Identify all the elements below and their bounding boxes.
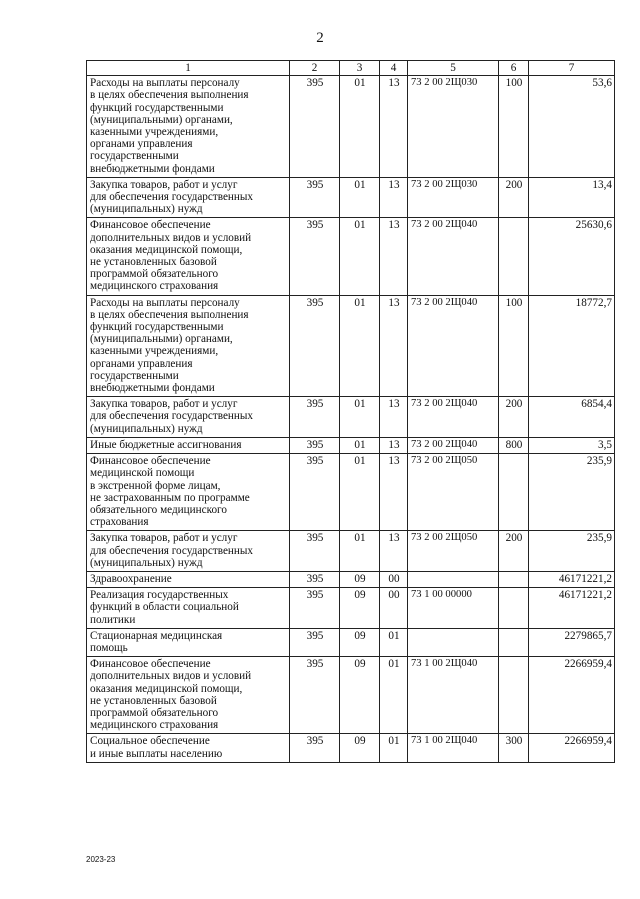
cell-name: Иные бюджетные ассигнования: [87, 437, 290, 453]
cell-expense-type: [499, 218, 529, 295]
table-header-row: [87, 61, 615, 76]
cell-section: 01: [340, 177, 380, 218]
cell-amount: 46171221,2: [529, 588, 615, 629]
table-row: [87, 588, 615, 629]
cell-amount: 3,5: [529, 437, 615, 453]
cell-ministry-code: 395: [290, 437, 340, 453]
cell-name: Здравоохранение: [87, 571, 290, 587]
cell-subsection: 00: [380, 588, 408, 629]
cell-subsection: 13: [380, 397, 408, 438]
table-body: [87, 76, 615, 763]
cell-name: Стационарная медицинская помощь: [87, 628, 290, 656]
cell-amount: 13,4: [529, 177, 615, 218]
cell-expense-type: 800: [499, 437, 529, 453]
cell-subsection: 01: [380, 657, 408, 734]
cell-expense-type: [499, 657, 529, 734]
cell-section: 01: [340, 437, 380, 453]
cell-ministry-code: 395: [290, 571, 340, 587]
cell-name: Социальное обеспечение и иные выплаты населению: [87, 734, 290, 762]
cell-name: Расходы на выплаты персоналу в целях обеспечения выполнения функций государственными (муниципальными) органами, казенными учреждениями, органами управления государственными внебюджетными фондами: [87, 76, 290, 178]
cell-section: 01: [340, 76, 380, 178]
header-col-5: 5: [408, 61, 499, 76]
cell-expense-type: [499, 588, 529, 629]
cell-name: Расходы на выплаты персоналу в целях обеспечения выполнения функций государственными (муниципальными) органами, казенными учреждениями, органами управления государственными внебюджетными фондами: [87, 295, 290, 397]
cell-subsection: 00: [380, 571, 408, 587]
cell-section: 09: [340, 734, 380, 762]
cell-expense-type: 100: [499, 76, 529, 178]
cell-amount: 235,9: [529, 454, 615, 531]
cell-target-article: [408, 571, 499, 587]
cell-section: 09: [340, 657, 380, 734]
cell-expense-type: [499, 628, 529, 656]
cell-target-article: [408, 628, 499, 656]
header-col-6: 6: [499, 61, 529, 76]
cell-subsection: 13: [380, 218, 408, 295]
cell-subsection: 13: [380, 295, 408, 397]
cell-name: Закупка товаров, работ и услуг для обеспечения государственных (муниципальных) нужд: [87, 177, 290, 218]
table-row: [87, 397, 615, 438]
cell-target-article: 73 1 00 2Щ040: [408, 657, 499, 734]
cell-amount: 2266959,4: [529, 657, 615, 734]
cell-ministry-code: 395: [290, 397, 340, 438]
table-row: [87, 454, 615, 531]
cell-subsection: 13: [380, 437, 408, 453]
cell-expense-type: [499, 454, 529, 531]
table-row: [87, 628, 615, 656]
cell-expense-type: 100: [499, 295, 529, 397]
header-col-4: 4: [380, 61, 408, 76]
table-row: [87, 295, 615, 397]
cell-section: 09: [340, 571, 380, 587]
cell-subsection: 13: [380, 177, 408, 218]
cell-target-article: 73 1 00 2Щ040: [408, 734, 499, 762]
cell-ministry-code: 395: [290, 295, 340, 397]
cell-expense-type: 200: [499, 397, 529, 438]
table-row: [87, 531, 615, 572]
cell-subsection: 01: [380, 628, 408, 656]
cell-subsection: 13: [380, 76, 408, 178]
cell-amount: 18772,7: [529, 295, 615, 397]
cell-name: Финансовое обеспечение дополнительных видов и условий оказания медицинской помощи, не установленных базовой программой обязательного медицинского страхования: [87, 657, 290, 734]
table-row: [87, 76, 615, 178]
cell-amount: 2279865,7: [529, 628, 615, 656]
cell-target-article: 73 2 00 2Щ040: [408, 437, 499, 453]
cell-ministry-code: 395: [290, 657, 340, 734]
budget-table: [86, 60, 615, 763]
cell-ministry-code: 395: [290, 628, 340, 656]
cell-target-article: 73 2 00 2Щ030: [408, 76, 499, 178]
cell-name: Финансовое обеспечение дополнительных видов и условий оказания медицинской помощи, не установленных базовой программой обязательного медицинского страхования: [87, 218, 290, 295]
page-number: 2: [316, 30, 324, 46]
cell-name: Закупка товаров, работ и услуг для обеспечения государственных (муниципальных) нужд: [87, 397, 290, 438]
cell-expense-type: 200: [499, 531, 529, 572]
cell-section: 09: [340, 588, 380, 629]
table-row: [87, 177, 615, 218]
cell-section: 09: [340, 628, 380, 656]
cell-amount: 6854,4: [529, 397, 615, 438]
cell-target-article: 73 2 00 2Щ030: [408, 177, 499, 218]
cell-ministry-code: 395: [290, 454, 340, 531]
cell-ministry-code: 395: [290, 177, 340, 218]
cell-ministry-code: 395: [290, 588, 340, 629]
cell-name: Реализация государственных функций в области социальной политики: [87, 588, 290, 629]
cell-section: 01: [340, 397, 380, 438]
table-row: [87, 437, 615, 453]
cell-amount: 25630,6: [529, 218, 615, 295]
table-row: [87, 218, 615, 295]
cell-target-article: 73 2 00 2Щ050: [408, 531, 499, 572]
cell-ministry-code: 395: [290, 218, 340, 295]
cell-expense-type: [499, 571, 529, 587]
cell-amount: 53,6: [529, 76, 615, 178]
header-col-3: 3: [340, 61, 380, 76]
cell-subsection: 13: [380, 531, 408, 572]
cell-amount: 46171221,2: [529, 571, 615, 587]
cell-section: 01: [340, 454, 380, 531]
cell-ministry-code: 395: [290, 76, 340, 178]
footer-code: 2023-23: [86, 855, 116, 864]
cell-amount: 235,9: [529, 531, 615, 572]
cell-section: 01: [340, 218, 380, 295]
cell-target-article: 73 2 00 2Щ040: [408, 295, 499, 397]
cell-target-article: 73 2 00 2Щ040: [408, 218, 499, 295]
table-row: [87, 571, 615, 587]
cell-subsection: 13: [380, 454, 408, 531]
cell-name: Финансовое обеспечение медицинской помощи в экстренной форме лицам, не застрахованным по программе обязательного медицинского страхования: [87, 454, 290, 531]
cell-name: Закупка товаров, работ и услуг для обеспечения государственных (муниципальных) нужд: [87, 531, 290, 572]
cell-ministry-code: 395: [290, 531, 340, 572]
cell-section: 01: [340, 531, 380, 572]
cell-target-article: 73 2 00 2Щ040: [408, 397, 499, 438]
header-col-7: 7: [529, 61, 615, 76]
cell-section: 01: [340, 295, 380, 397]
cell-expense-type: 200: [499, 177, 529, 218]
table-row: [87, 657, 615, 734]
cell-ministry-code: 395: [290, 734, 340, 762]
header-col-2: 2: [290, 61, 340, 76]
cell-target-article: 73 1 00 00000: [408, 588, 499, 629]
table-row: [87, 734, 615, 762]
cell-target-article: 73 2 00 2Щ050: [408, 454, 499, 531]
cell-amount: 2266959,4: [529, 734, 615, 762]
cell-subsection: 01: [380, 734, 408, 762]
cell-expense-type: 300: [499, 734, 529, 762]
header-col-1: 1: [87, 61, 290, 76]
